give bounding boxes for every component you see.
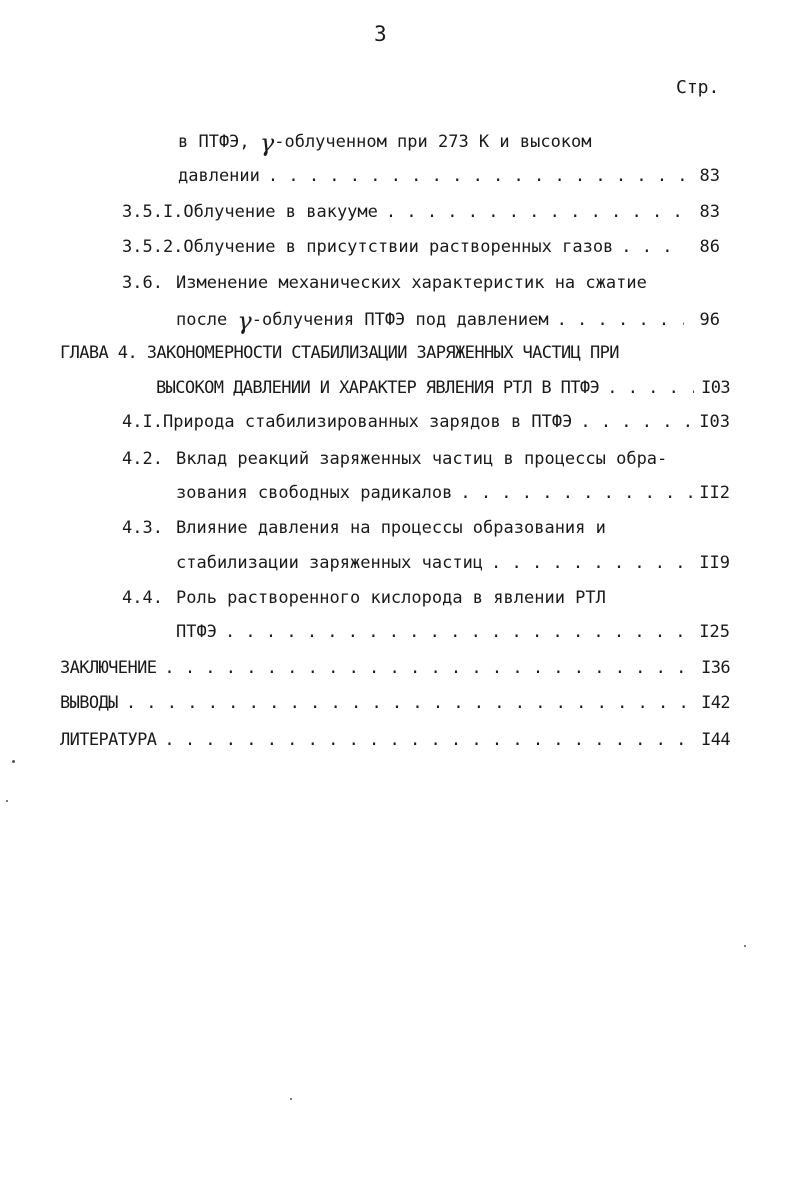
title-pre: после [176,310,238,330]
leader-dots [452,481,694,505]
chapter-title: ВЫСОКОМ ДАВЛЕНИИ И ХАРАКТЕР ЯВЛЕНИЯ РТЛ В ПТФЭ [156,378,600,398]
toc-entry-title: ЗАКЛЮЧЕНИЕ [60,658,157,678]
toc-entry-findings [60,691,730,715]
toc-entry-number: 3.5.2. [122,237,184,257]
toc-entry-title: ЛИТЕРАТУРА [60,730,157,750]
toc-entry-title: ПТФЭ [176,622,217,642]
leader-dots [572,410,694,434]
chapter-label: ГЛАВА 4. [60,343,138,363]
toc-entry-number: 3.5.I. [122,202,184,222]
toc-entry-title: Влияние давления на процессы образования и [176,518,606,538]
toc-entry-page: I25 [699,622,730,642]
toc-entry-page: 83 [699,202,720,222]
toc-entry-number: 4.2. [122,449,163,469]
title-post: -облучения ПТФЭ под давлением [251,310,549,330]
toc-entry-number: 3.6. [122,273,163,293]
leader-dots [378,200,684,224]
toc-chapter-4 [156,376,730,400]
toc-continuation-line [178,127,592,157]
toc-entry-3-6-line1 [122,271,647,295]
toc-entry-page: II2 [699,483,730,503]
toc-entry-4-3 [176,551,730,575]
toc-entry-title: Вклад реакций заряженных частиц в процессы обра- [176,449,668,469]
toc-entry-number: 4.3. [122,518,163,538]
leader-dots [260,164,684,188]
toc-entry-4-3-line1 [122,516,606,540]
leader-dots [613,235,684,259]
toc-entry-page: I03 [701,378,730,398]
toc-entry-number: 4.I. [122,412,163,432]
toc-entry-page: I03 [699,412,730,432]
toc-entry-3-6 [176,305,720,335]
toc-entry-title: давлении [178,166,260,186]
toc-entry-3-5-1 [122,200,720,224]
scan-speck [12,760,15,763]
toc-entry-title: Роль растворенного кислорода в явлении РТЛ [176,588,606,608]
toc-entry-page: I44 [701,730,730,750]
toc-entry-title: Облучение в присутствии растворенных газов [183,237,614,257]
page-column-label: Стр. [676,77,720,98]
toc-entry-title: Природа стабилизированных зарядов в ПТФЭ [162,412,573,432]
continuation-text-pre: в ПТФЭ, [178,132,260,152]
toc-entry-page: 83 [699,166,720,186]
continuation-text-post: -облученном при 273 К и высоком [274,132,592,152]
scan-speck [290,1098,292,1100]
page-number: 3 [374,22,387,46]
toc-entry-title: зования свободных радикалов [176,483,453,503]
toc-entry-4-4-line1 [122,586,606,610]
toc-entry-title: стабилизации заряженных частиц [176,553,484,573]
toc-entry-page: 86 [699,237,720,257]
toc-entry-3-5-2 [122,235,720,259]
leader-dots [217,620,694,644]
toc-entry-literature [60,728,730,752]
toc-chapter-4-line1 [60,341,619,365]
toc-entry-4-2-line1 [122,447,667,471]
toc-entry-title: Изменение механических характеристик на сжатие [176,273,647,293]
toc-entry-page: 96 [699,310,720,330]
toc-entry-4-1 [122,410,730,434]
toc-entry-4-4 [176,620,730,644]
toc-entry-continuation [178,164,720,188]
toc-entry-title: Облучение в вакууме [183,202,378,222]
toc-entry-title [176,305,549,335]
chapter-title: ЗАКОНОМЕРНОСТИ СТАБИЛИЗАЦИИ ЗАРЯЖЕННЫХ ЧАСТИЦ ПРИ [146,343,619,363]
leader-dots [156,656,694,680]
toc-entry-4-2 [176,481,730,505]
gamma-symbol: γ [237,307,252,335]
toc-entry-page: I42 [701,693,730,713]
toc-entry-page: II9 [699,553,730,573]
leader-dots [549,308,684,332]
scan-speck [744,945,746,947]
toc-entry-conclusion [60,656,730,680]
leader-dots [156,728,694,752]
gamma-symbol: γ [259,129,275,157]
toc-entry-number: 4.4. [122,588,163,608]
leader-dots [118,691,694,715]
scan-speck [6,800,8,802]
leader-dots [483,551,694,575]
leader-dots [599,376,694,400]
toc-entry-title: ВЫВОДЫ [60,693,118,713]
toc-entry-page: I36 [701,658,730,678]
